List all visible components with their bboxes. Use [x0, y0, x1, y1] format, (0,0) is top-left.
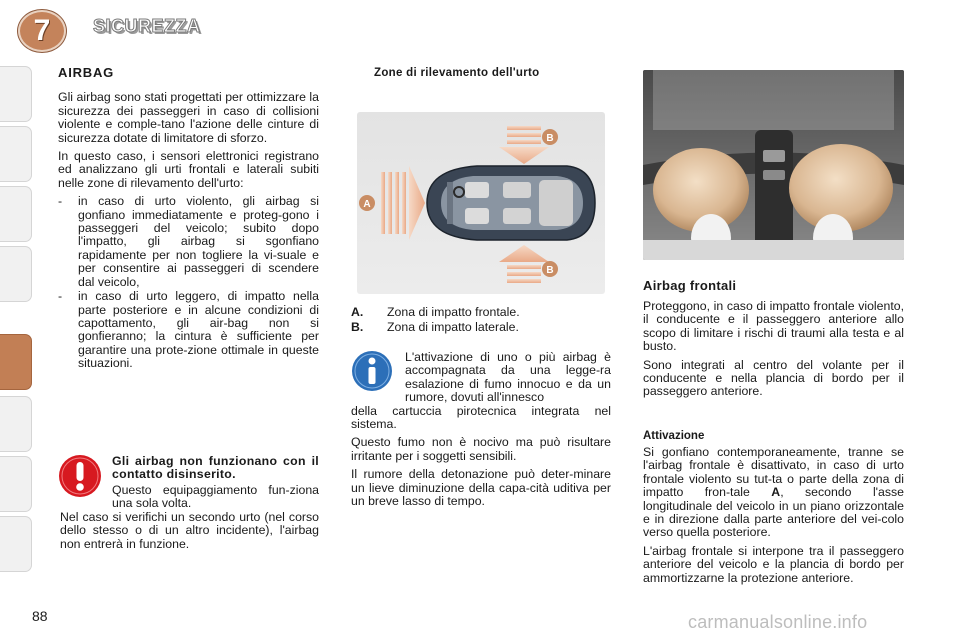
front-airbag-paragraph: Sono integrati al centro del volante per il conducente e nella plancia di bordo per il passeggero anteriore.	[643, 357, 904, 399]
chapter-tab[interactable]	[0, 516, 32, 572]
intro-paragraph: Gli airbag sono stati progettati per ottimizzare la sicurezza dei passeggeri in caso di collisioni violente e comple-tano l'azione delle cinture di sicurezza dotate di limitatore di sforzo.	[58, 90, 319, 145]
info-block	[351, 351, 611, 513]
warning-heading: Gli airbag non funzionano con il contatto disinserito.	[112, 454, 319, 482]
info-indented-text: L'attivazione di uno o più airbag è accompagnata da una legge-ra esalazione di fumo innocuo e da un rumore, dovuti all'innesco	[405, 350, 611, 405]
chapter-number: 7	[33, 14, 51, 47]
impact-zone-diagram	[357, 112, 605, 294]
legend-key: A.	[351, 305, 364, 319]
marker-b-label: B	[546, 133, 554, 144]
info-paragraph: Questo fumo non è nocivo ma può risultare irritante per i soggetti sensibili.	[351, 435, 611, 463]
airbags-deployed-photo	[643, 70, 904, 260]
legend-text: Zona di impatto laterale.	[387, 320, 519, 334]
page-number: 88	[32, 608, 48, 624]
activation-key: A	[771, 485, 781, 500]
legend-key: B.	[351, 320, 364, 334]
airbag-heading: AIRBAG	[58, 65, 115, 80]
diagram-title: Zone di rilevamento dell'urto	[374, 67, 540, 79]
car-body	[427, 166, 595, 240]
chapter-tab[interactable]	[0, 186, 32, 242]
legend-row	[351, 320, 520, 335]
warning-body-first: Questo equipaggiamento fun-zionа una sola volta.	[112, 483, 319, 511]
airbags-illustration	[643, 70, 904, 260]
marker-b-bottom	[542, 261, 558, 277]
side-impact-arrow-top	[499, 126, 549, 164]
diagram-legend	[351, 305, 520, 335]
warning-body	[60, 484, 319, 551]
marker-b-label: B	[546, 265, 554, 276]
sensors-paragraph: In questo caso, i sensori elettronici registrano ed analizzano gli urti frontali e laterali subiti nelle zone di rilevamento dell'urto:	[58, 149, 319, 190]
list-item: - in caso di urto leggero, di impatto nella parte posteriore e in alcune condizioni di capottamento, gli air-bag non si gonfieranno; la cintura è sufficiente per garantire una prote-zione ottimale in queste situazioni.	[58, 290, 319, 370]
warning-body-rest: Nel caso si verifichi un secondo urto (nel corso dello stesso o di un altro incidente), l'airbag non entrerà in funzione.	[60, 509, 319, 551]
watermark: carmanualsonline.info	[688, 612, 868, 632]
left-column	[58, 66, 319, 372]
marker-a-label: A	[363, 199, 371, 210]
front-airbag-text	[643, 300, 904, 404]
info-continuation: della cartuccia pirotecnica integrata nel sistema.	[351, 403, 611, 432]
chapter-tab[interactable]	[0, 66, 32, 122]
legend-text: Zona di impatto frontale.	[387, 305, 520, 319]
car-top-view	[357, 112, 605, 294]
chapter-number-badge	[18, 10, 66, 52]
side-impact-arrow-bottom	[499, 245, 549, 283]
front-impact-arrow	[381, 166, 425, 240]
legend-row	[351, 305, 520, 320]
section-title: SICUREZZA	[93, 16, 201, 36]
marker-b-top	[542, 129, 558, 145]
chapter-tab-active[interactable]	[0, 334, 32, 390]
front-airbag-paragraph: Proteggono, in caso di impatto frontale violento, il conducente e il passeggero anteriore allo scopo di limitare i rischi di traumi alla testa e al busto.	[643, 299, 904, 354]
activation-last-paragraph: L'airbag frontale si interpone tra il passeggero anteriore del veicolo e la plancia di bordo per ammortizzarne la protezione anteriore.	[643, 543, 904, 585]
marker-a	[359, 195, 375, 211]
chapter-tab[interactable]	[0, 396, 32, 452]
activation-after: , secondo l'asse longitudinale del veicolo in un piano orizzontale e in direzione dalla parte anteriore del vei-colo verso quella posteriore.	[643, 485, 904, 540]
chapter-tab[interactable]	[0, 456, 32, 512]
activation-paragraph	[643, 446, 904, 540]
front-airbag-heading: Airbag frontali	[643, 278, 737, 293]
activation-heading: Attivazione	[643, 430, 705, 442]
chapter-tab[interactable]	[0, 246, 32, 302]
activation-before: Si gonfiano contemporaneamente, tranne se l'airbag frontale è disattivato, in caso di urto frontale violento su tut-ta o parte della zona di impatto fron-tale	[643, 445, 904, 500]
info-paragraph: Il rumore della detonazione può deter-minare un lieve diminuzione della capa-cità uditiva per un breve lasso di tempo.	[351, 467, 611, 509]
chapter-tab[interactable]	[0, 126, 32, 182]
list-item: - in caso di urto violento, gli airbag si gonfiano immediatamente e proteg-gono i passeggeri del veicolo; subito dopo l'impatto, gli airbag si sgonfiano rapidamente per non togliere la vi-suale e per consentire ai passeggeri di scendere dal veicolo,	[58, 195, 319, 289]
impact-list	[58, 195, 319, 370]
activation-text	[643, 446, 904, 590]
